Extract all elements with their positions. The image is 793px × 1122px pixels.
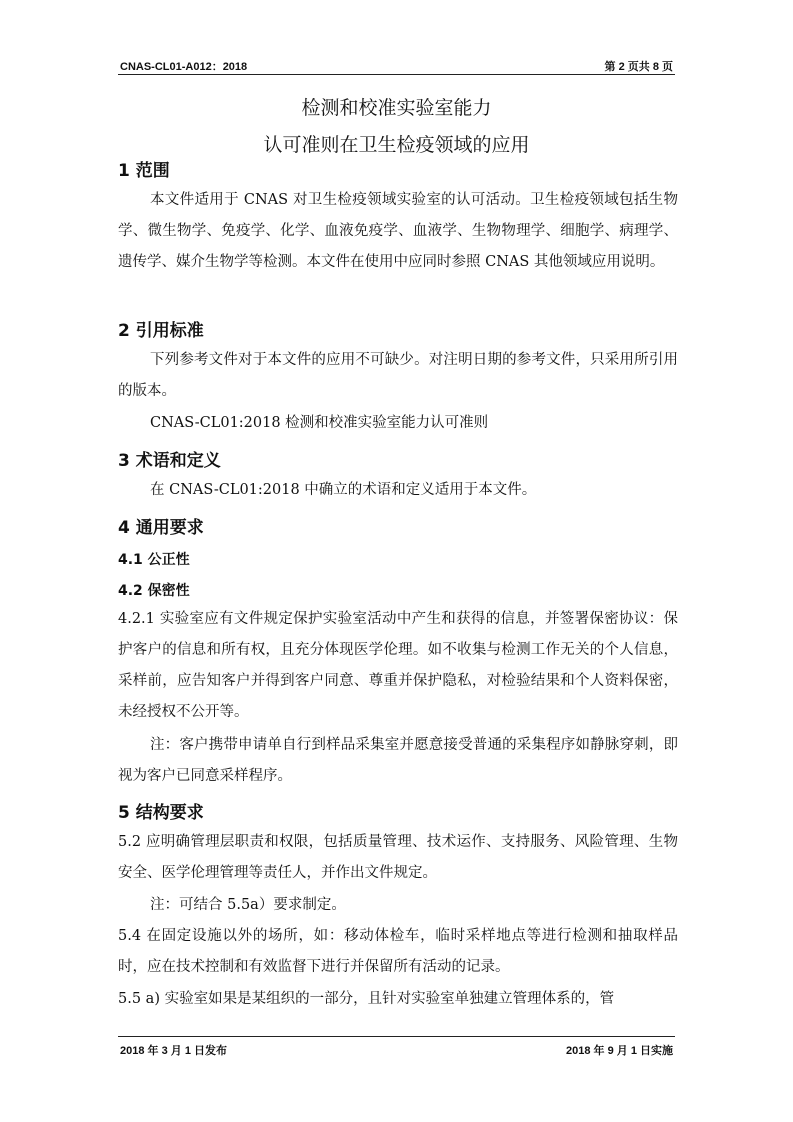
section-3-heading: 3 术语和定义 <box>118 451 221 471</box>
section-2-reference: CNAS-CL01:2018 检测和校准实验室能力认可准则 <box>150 415 489 431</box>
document-code: CNAS-CL01-A012：2018 <box>120 61 248 73</box>
clause-5-5-a: 5.5 a) 实验室如果是某组织的一部分，且针对实验室单独建立管理体系的，管 <box>118 991 615 1007</box>
page-footer <box>118 1036 675 1057</box>
subsection-4-1-heading: 4.1 公正性 <box>118 552 190 568</box>
page-header <box>118 56 675 75</box>
section-5-heading: 5 结构要求 <box>118 803 204 823</box>
document-title-line1: 检测和校准实验室能力 <box>301 97 492 119</box>
clause-4-2-1: 4.2.1 实验室应有文件规定保护实验室活动中产生和获得的信息，并签署保密协议：保护客户的信息和所有权，且充分体现医学伦理。如不收集与检测工作无关的个人信息，采样前，应告知客户并得到客户同意、尊重并保护隐私，对检验结果和个人资料保密，未经授权不公开等。 <box>118 611 678 720</box>
subsection-4-2-heading: 4.2 保密性 <box>118 583 190 599</box>
section-1-heading: 1 范围 <box>118 161 170 181</box>
section-1-body: 本文件适用于 CNAS 对卫生检疫领域实验室的认可活动。卫生检疫领域包括生物学、微生物学、免疫学、化学、血液免疫学、血液学、生物物理学、细胞学、病理学、遗传学、媒介生物学等检测。本文件在使用中应同时参照 CNAS 其他领域应用说明。 <box>118 192 678 270</box>
section-2-heading: 2 引用标准 <box>118 321 204 341</box>
clause-5-4: 5.4 在固定设施以外的场所，如：移动体检车，临时采样地点等进行检测和抽取样品时，应在技术控制和有效监督下进行并保留所有活动的记录。 <box>118 928 678 975</box>
section-3-body: 在 CNAS-CL01:2018 中确立的术语和定义适用于本文件。 <box>150 482 537 498</box>
document-title-line2: 认可准则在卫生检疫领域的应用 <box>263 134 530 156</box>
effective-date: 2018 年 9 月 1 日实施 <box>566 1045 673 1057</box>
issue-date: 2018 年 3 月 1 日发布 <box>120 1045 227 1057</box>
note-5-2: 注：可结合 5.5a）要求制定。 <box>150 897 346 913</box>
section-4-heading: 4 通用要求 <box>118 518 204 538</box>
clause-5-2: 5.2 应明确管理层职责和权限，包括质量管理、技术运作、支持服务、风险管理、生物安全、医学伦理管理等责任人，并作出文件规定。 <box>118 834 678 881</box>
note-4-2-1: 注：客户携带申请单自行到样品采集室并愿意接受普通的采集程序如静脉穿刺，即视为客户已同意采样程序。 <box>118 737 678 784</box>
section-2-body: 下列参考文件对于本文件的应用不可缺少。对注明日期的参考文件，只采用所引用的版本。 <box>118 352 678 399</box>
page-number: 第 2 页共 8 页 <box>604 61 673 73</box>
